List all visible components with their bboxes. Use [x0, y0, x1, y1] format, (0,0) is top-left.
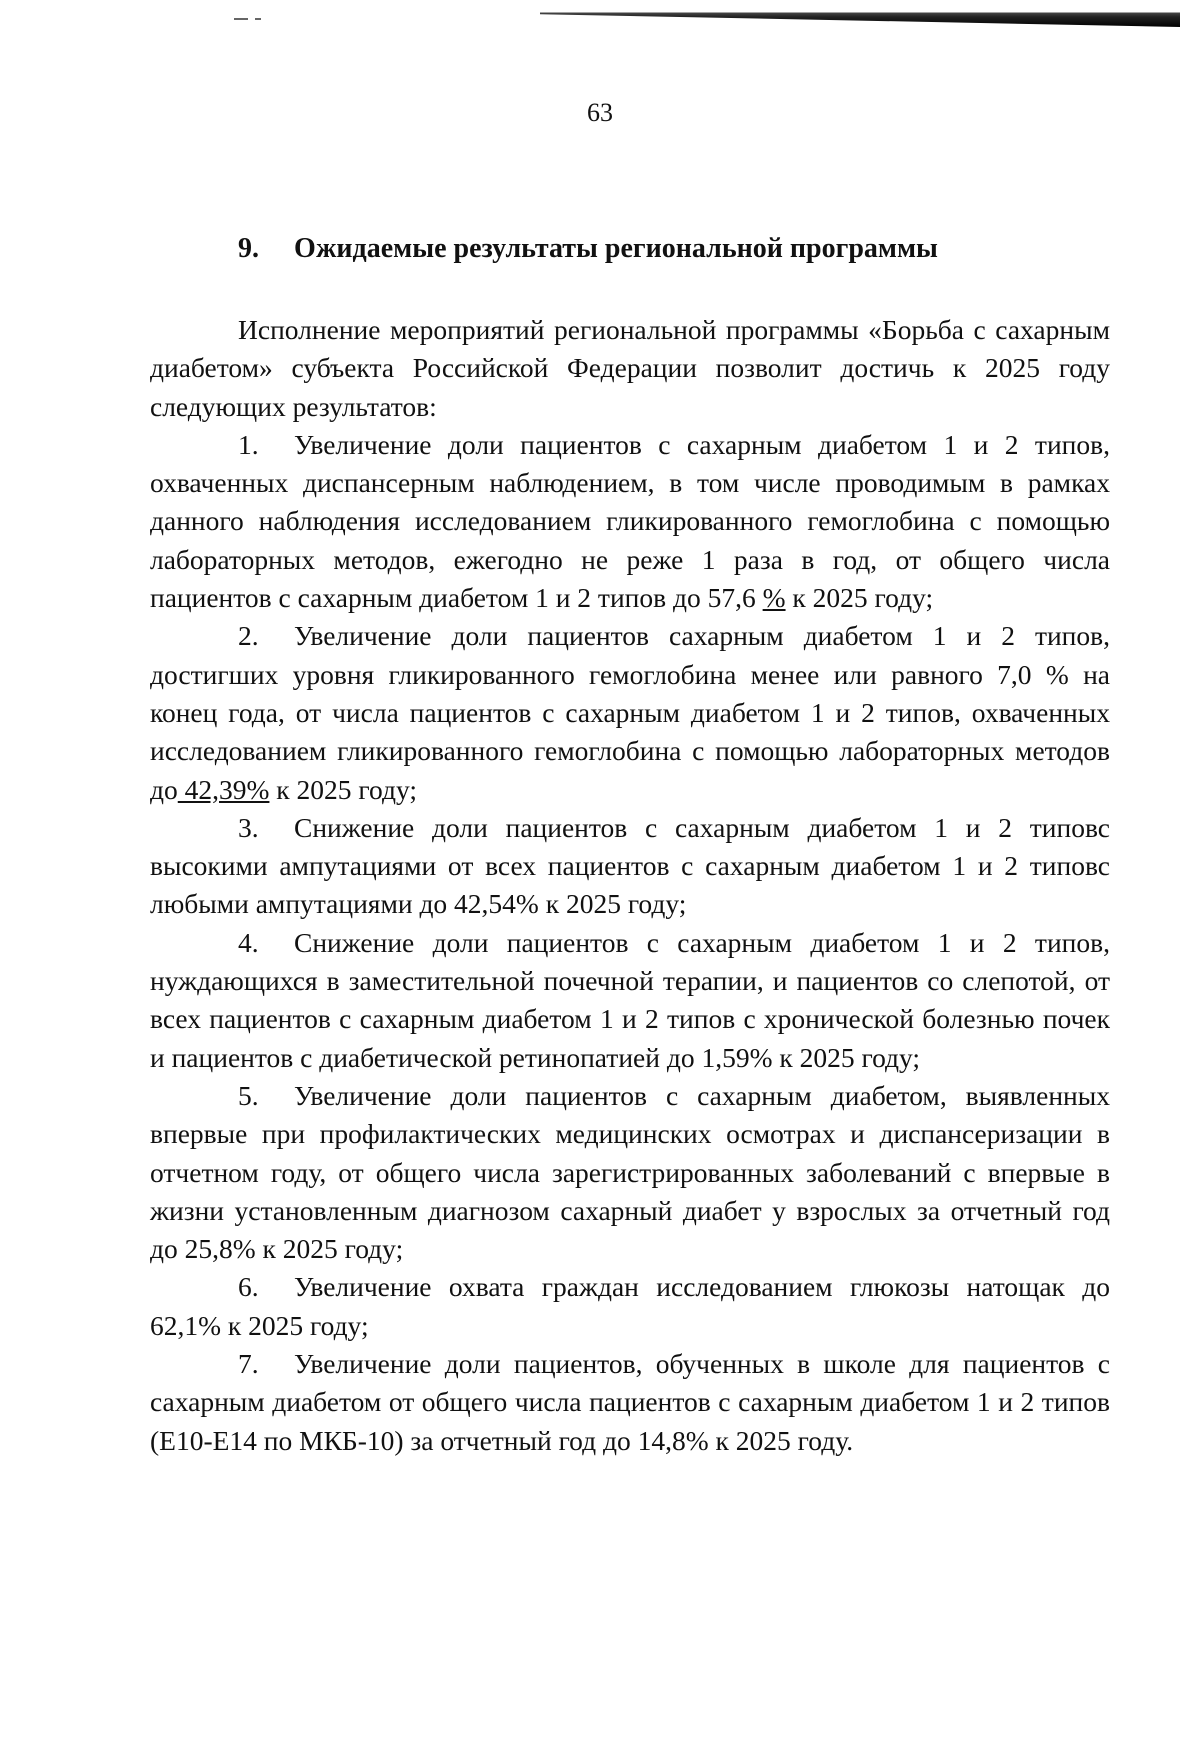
page-number: 63 — [587, 98, 613, 127]
item-number: 5. — [238, 1079, 259, 1111]
scan-artifact — [234, 18, 248, 20]
item-text: Увеличение доли пациентов с сахарным диабетом, выявленных впервые при профилактических медицинских осмотрах и диспансеризации в отчетном году, от общего числа зарегистрированных заболеваний с впервые в жизни установленным диагнозом сахарный диабет у взрослых за отчетный год до 25,8% к 2025 году; — [150, 1079, 1110, 1265]
document-body — [150, 311, 1110, 1460]
section-heading — [238, 233, 938, 265]
item-text-end: к 2025 году; — [785, 582, 934, 614]
item-number: 1. — [238, 428, 259, 460]
item-number: 2. — [238, 620, 259, 652]
list-item — [150, 426, 1110, 617]
list-item — [150, 924, 1110, 1077]
list-item — [150, 617, 1110, 808]
item-number: 6. — [238, 1271, 259, 1303]
scan-artifact — [255, 18, 261, 20]
list-item — [150, 1345, 1110, 1460]
item-number: 7. — [238, 1348, 259, 1380]
item-text: Увеличение доли пациентов с сахарным диабетом 1 и 2 типов, охваченных диспансерным наблюдением, в том числе проводимым в рамках данного наблюдения исследованием гликированного гемоглобина с помощью лабораторных методов, ежегодно не реже 1 раза в год, от общего числа пациентов с сахарным диабетом 1 и 2 типов до 57,6 — [150, 428, 1110, 614]
item-text: Снижение доли пациентов с сахарным диабетом 1 и 2 типов, нуждающихся в заместительной почечной терапии, и пациентов со слепотой, от всех пациентов с сахарным диабетом 1 и 2 типов с хронической болезнью почек и пациентов с диабетической ретинопатией до 1,59% к 2025 году; — [150, 926, 1110, 1073]
list-item — [150, 1077, 1110, 1268]
underlined-value: 42,39% — [177, 773, 270, 805]
item-text: Увеличение охвата граждан исследованием глюкозы натощак до 62,1% к 2025 году; — [150, 1271, 1110, 1341]
item-number: 3. — [238, 811, 259, 843]
item-number: 4. — [238, 926, 259, 958]
list-item — [150, 809, 1110, 924]
item-text: Увеличение доли пациентов, обученных в школе для пациентов с сахарным диабетом от общего числа пациентов с сахарным диабетом 1 и 2 типов (Е10-Е14 по МКБ-10) за отчетный год до 14,8% к 2025 году. — [150, 1348, 1110, 1456]
item-text: Увеличение доли пациентов сахарным диабетом 1 и 2 типов, достигших уровня гликированного гемоглобина менее или равного 7,0 % на конец года, от числа пациентов с сахарным диабетом 1 и 2 типов, охваченных исследованием гликированного гемоглобина с помощью лабораторных методов до — [150, 620, 1110, 805]
intro-paragraph: Исполнение мероприятий региональной программы «Борьба с сахарным диабетом» субъекта Российской Федерации позволит достичь к 2025 году следующих результатов: — [150, 314, 1110, 422]
item-text: Снижение доли пациентов с сахарным диабетом 1 и 2 типовс высокими ампутациями от всех пациентов с сахарным диабетом 1 и 2 типовс любыми ампутациями до 42,54% к 2025 году; — [150, 811, 1110, 920]
section-title: Ожидаемые результаты региональной программы — [294, 233, 938, 264]
underlined-value: % — [762, 582, 786, 614]
item-text-end: к 2025 году; — [269, 773, 417, 805]
scan-edge-line — [540, 11, 1180, 27]
section-number: 9. — [238, 233, 259, 264]
list-item — [150, 1268, 1110, 1345]
